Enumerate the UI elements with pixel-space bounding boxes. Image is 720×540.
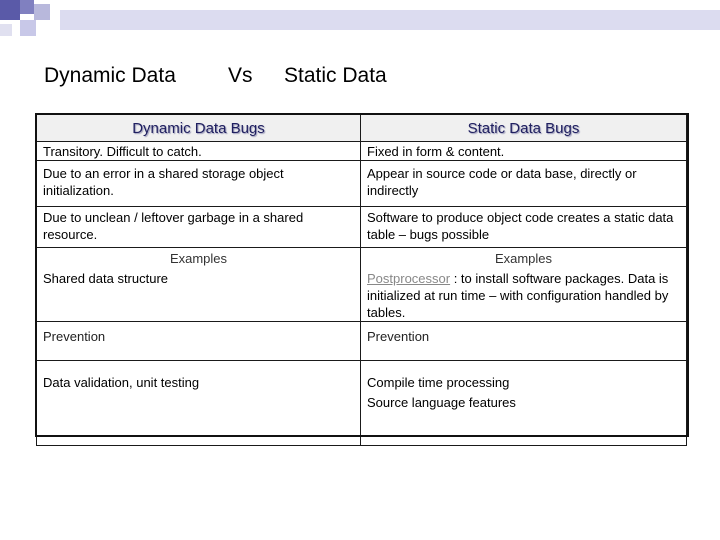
- prevention-item: Source language features: [367, 395, 516, 410]
- example-right-text: : to install software packages. Data is initialized at run time – with configuration handled by tables.: [367, 271, 669, 320]
- table-cell: Appear in source code or data base, directly or indirectly: [361, 161, 687, 207]
- header-row: [37, 115, 687, 142]
- table-row: [37, 361, 687, 446]
- table-cell: Due to an error in a shared storage object initialization.: [37, 161, 361, 207]
- example-left: Shared data structure: [37, 268, 361, 322]
- table-cell: Transitory. Difficult to catch.: [37, 142, 361, 161]
- header-cell: [361, 115, 687, 142]
- title-dynamic: Dynamic Data: [44, 64, 176, 87]
- prevention-label-right: Prevention: [361, 322, 687, 361]
- example-right: [361, 268, 687, 322]
- prevention-right: [361, 361, 687, 446]
- title-vs: Vs: [228, 64, 253, 87]
- postprocessor-link[interactable]: Postprocessor: [367, 271, 451, 286]
- prevention-item: Compile time processing: [367, 375, 510, 390]
- table-row: [37, 207, 687, 248]
- table-cell: Due to unclean / leftover garbage in a shared resource.: [37, 207, 361, 248]
- prevention-row: [37, 322, 687, 361]
- prevention-label-left: Prevention: [37, 322, 361, 361]
- examples-label-right: Examples: [361, 248, 687, 269]
- decorative-squares: [0, 0, 720, 40]
- title-static: Static Data: [284, 64, 387, 87]
- prevention-left: Data validation, unit testing: [37, 361, 361, 446]
- examples-row: [37, 248, 687, 269]
- table-row: [37, 161, 687, 207]
- header-cell: [37, 115, 361, 142]
- table-row: [37, 268, 687, 322]
- comparison-table: [36, 114, 687, 446]
- table-cell: Fixed in form & content.: [361, 142, 687, 161]
- table-row: [37, 142, 687, 161]
- examples-label-left: Examples: [37, 248, 361, 269]
- table-cell: Software to produce object code creates a static data table – bugs possible: [361, 207, 687, 248]
- header-dynamic: Dynamic Data Bugs: [132, 119, 265, 137]
- header-static: Static Data Bugs: [467, 119, 580, 137]
